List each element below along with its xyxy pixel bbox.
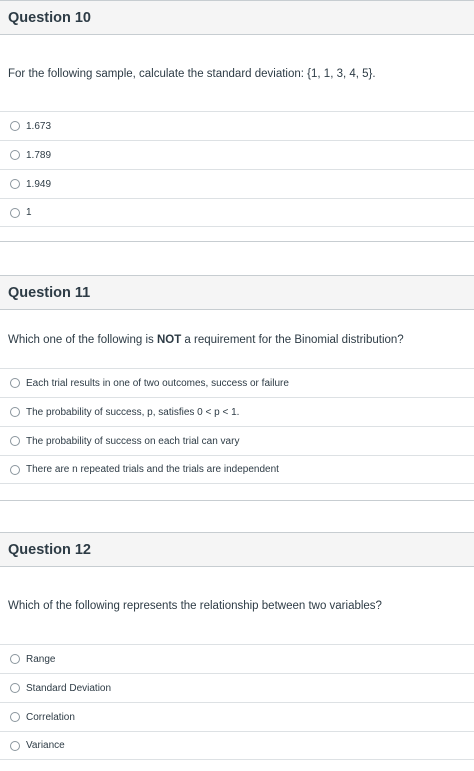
radio-button[interactable]: [10, 179, 20, 189]
answer-list: [0, 368, 474, 484]
question-title: Question 11: [8, 284, 91, 301]
radio-button[interactable]: [10, 741, 20, 751]
answer-label[interactable]: Range: [26, 653, 56, 665]
answer-option[interactable]: [0, 731, 474, 760]
answer-label[interactable]: There are n repeated trials and the trials are independent: [26, 464, 279, 475]
answer-label[interactable]: 1.949: [26, 178, 52, 190]
answer-list: [0, 111, 474, 227]
question-header: [0, 533, 474, 567]
radio-button[interactable]: [10, 465, 20, 475]
question-10: [0, 0, 474, 242]
answer-option[interactable]: [0, 368, 474, 397]
radio-button[interactable]: [10, 712, 20, 722]
radio-button[interactable]: [10, 121, 20, 131]
radio-button[interactable]: [10, 407, 20, 417]
question-text: Which of the following represents the relationship between two variables?: [8, 600, 382, 612]
answer-option[interactable]: [0, 455, 474, 484]
answer-label[interactable]: Each trial results in one of two outcomes, success or failure: [26, 377, 289, 389]
answer-option[interactable]: [0, 169, 474, 198]
radio-button[interactable]: [10, 378, 20, 388]
radio-button[interactable]: [10, 683, 20, 693]
answer-label[interactable]: The probability of success, p, satisfies 0 < p < 1.: [26, 406, 240, 418]
question-11: [0, 275, 474, 501]
answer-option[interactable]: [0, 111, 474, 140]
radio-button[interactable]: [10, 654, 20, 664]
question-12: [0, 532, 474, 771]
answer-label[interactable]: 1: [26, 207, 32, 218]
question-title: Question 10: [8, 9, 91, 26]
answer-label[interactable]: 1.673: [26, 120, 52, 132]
answer-label[interactable]: Correlation: [26, 711, 75, 723]
answer-label[interactable]: The probability of success on each trial can vary: [26, 435, 240, 447]
question-title: Question 12: [8, 541, 91, 558]
question-text-part: Which one of the following is: [8, 334, 157, 346]
question-text: [0, 334, 404, 346]
answer-label[interactable]: Standard Deviation: [26, 682, 112, 694]
answer-label[interactable]: 1.789: [26, 149, 52, 161]
question-header: [0, 1, 474, 35]
answer-list: [0, 644, 474, 760]
answer-option[interactable]: [0, 397, 474, 426]
answer-option[interactable]: [0, 644, 474, 673]
answer-option[interactable]: [0, 673, 474, 702]
question-text: For the following sample, calculate the standard deviation: {1, 1, 3, 4, 5}.: [8, 68, 376, 80]
radio-button[interactable]: [10, 150, 20, 160]
radio-button[interactable]: [10, 436, 20, 446]
answer-option[interactable]: [0, 702, 474, 731]
question-text-part: a requirement for the Binomial distribution?: [181, 334, 404, 346]
question-header: [0, 276, 474, 310]
answer-label[interactable]: Variance: [26, 740, 65, 751]
answer-option[interactable]: [0, 198, 474, 227]
radio-button[interactable]: [10, 208, 20, 218]
answer-option[interactable]: [0, 140, 474, 169]
answer-option[interactable]: [0, 426, 474, 455]
question-text-emphasis: NOT: [156, 334, 182, 346]
